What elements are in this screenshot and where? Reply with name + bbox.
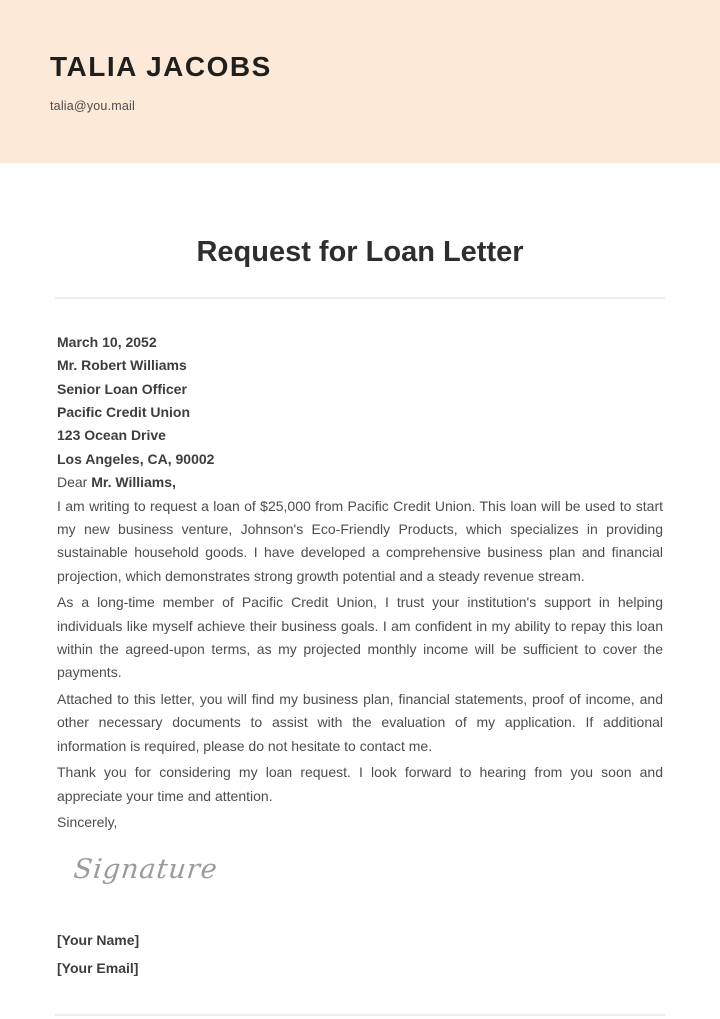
your-email-placeholder: [Your Email] bbox=[57, 960, 139, 977]
salutation-name: Mr. Williams, bbox=[91, 474, 176, 491]
closing: Sincerely, bbox=[57, 813, 118, 830]
paragraph-1: I am writing to request a loan of $25,000 from Pacific Credit Union. This loan will be used to start my new business venture, Johnson's Eco-Friendly Products, which specializes in providing sustainable household goods. I have developed a comprehensive business plan and financial projection, which demonstrates strong growth potential and a steady revenue stream. bbox=[57, 497, 663, 584]
recipient-job-title: Senior Loan Officer bbox=[57, 380, 187, 397]
title-divider bbox=[55, 297, 665, 299]
bottom-divider bbox=[55, 1014, 665, 1016]
salutation bbox=[57, 471, 663, 494]
recipient-company: Pacific Credit Union bbox=[57, 404, 191, 421]
your-name-placeholder: [Your Name] bbox=[57, 931, 140, 948]
letter-body bbox=[0, 331, 720, 981]
recipient-city: Los Angeles, CA, 90002 bbox=[57, 450, 215, 467]
paragraph-3: Attached to this letter, you will find my business plan, financial statements, proof of income, and other necessary documents to assist with the evaluation of my application. If additional information is required, please do not hesitate to contact me. bbox=[57, 690, 663, 754]
signature-script: Signature bbox=[72, 854, 220, 886]
paragraph-4: Thank you for considering my loan request. I look forward to hearing from you soon and appreciate your time and attention. bbox=[57, 764, 663, 804]
letter-date: March 10, 2052 bbox=[57, 333, 157, 350]
salutation-prefix: Dear bbox=[57, 474, 88, 491]
document-title: Request for Loan Letter bbox=[196, 236, 524, 268]
letterhead bbox=[0, 0, 720, 163]
sender-name: TALIA JACOBS bbox=[50, 51, 272, 82]
sender-email: talia@you.mail bbox=[50, 98, 135, 113]
paragraph-2: As a long-time member of Pacific Credit Union, I trust your institution's support in helping individuals like myself achieve their business goals. I am confident in my ability to repay this loan within the agreed-upon terms, as my projected monthly income will be sufficient to cover the payments. bbox=[57, 594, 663, 681]
recipient-name: Mr. Robert Williams bbox=[57, 357, 187, 374]
recipient-street: 123 Ocean Drive bbox=[57, 427, 166, 444]
